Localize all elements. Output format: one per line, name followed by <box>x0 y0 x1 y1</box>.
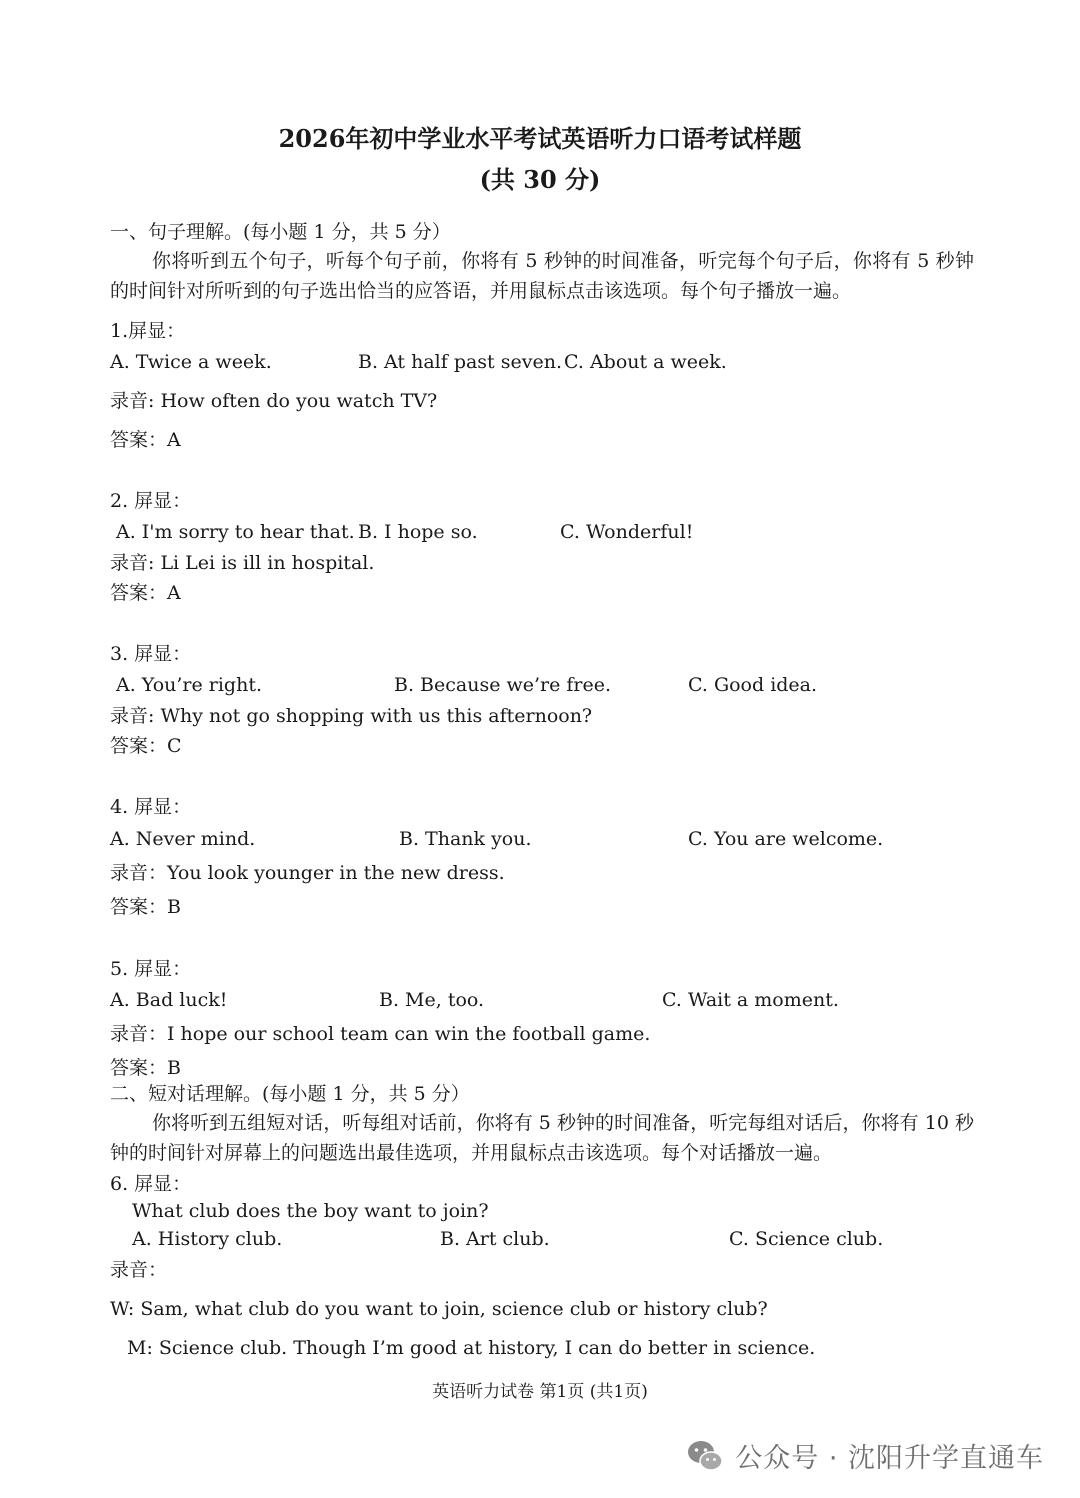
watermark-text: 公众号 · 沈阳升学直通车 <box>735 1442 1044 1474</box>
question-3-answer: 答案：C <box>110 735 182 757</box>
question-3-option-c: C. Good idea. <box>688 674 818 696</box>
question-3-audio: 录音: Why not go shopping with us this afternoon? <box>110 705 593 727</box>
question-1-label: 1.屏显： <box>110 320 186 342</box>
question-4-option-a: A. Never mind. <box>110 828 256 850</box>
question-6-audio-label: 录音： <box>110 1259 168 1281</box>
question-5-audio: 录音：I hope our school team can win the football game. <box>110 1023 651 1045</box>
question-4-option-c: C. You are welcome. <box>688 828 884 850</box>
dialogue-line-man: M: Science club. Though I’m good at history, I can do better in science. <box>127 1337 816 1359</box>
question-5-option-a: A. Bad luck! <box>110 989 228 1011</box>
page-footer: 英语听力试卷 第1页 (共1页) <box>432 1382 648 1402</box>
question-1-option-c: C. About a week. <box>564 351 727 373</box>
page-subtitle: (共 30 分) <box>479 165 601 194</box>
question-5-label: 5. 屏显： <box>110 958 192 980</box>
section-1-instructions: 你将听到五个句子，听每个句子前，你将有 5 秒钟的时间准备，听完每个句子后，你将有 5 秒钟的时间针对所听到的句子选出恰当的应答语，并用鼠标点击该选项。每个句子播放一遍。 <box>110 250 974 302</box>
question-4-label: 4. 屏显： <box>110 796 192 818</box>
section-1-heading: 一、句子理解。(每小题 1 分，共 5 分） <box>110 221 451 243</box>
question-4-option-b: B. Thank you. <box>399 828 532 850</box>
question-2-answer: 答案：A <box>110 582 181 604</box>
question-6-option-a: A. History club. <box>132 1228 283 1250</box>
section-2-instructions: 你将听到五组短对话，听每组对话前，你将有 5 秒钟的时间准备，听完每组对话后，你将有 10 秒钟的时间针对屏幕上的问题选出最佳选项，并用鼠标点击该选项。每个对话播放一遍。 <box>110 1112 974 1164</box>
page-title: 2026年初中学业水平考试英语听力口语考试样题 <box>278 124 802 153</box>
question-2-label: 2. 屏显： <box>110 490 192 512</box>
question-6-option-b: B. Art club. <box>440 1228 550 1250</box>
question-3-option-b: B. Because we’re free. <box>394 674 612 696</box>
question-1-option-a: A. Twice a week. <box>110 351 272 373</box>
question-2-option-a: A. I'm sorry to hear that. <box>116 521 355 543</box>
question-3-option-a: A. You’re right. <box>116 674 263 696</box>
section-2-heading: 二、短对话理解。(每小题 1 分，共 5 分） <box>110 1083 470 1105</box>
question-3-label: 3. 屏显： <box>110 643 192 665</box>
question-2-option-c: C. Wonderful! <box>560 521 694 543</box>
question-1-option-b: B. At half past seven. <box>358 351 562 373</box>
question-4-audio: 录音：You look younger in the new dress. <box>110 862 505 884</box>
dialogue-line-woman: W: Sam, what club do you want to join, science club or history club? <box>110 1298 768 1320</box>
question-2-audio: 录音: Li Lei is ill in hospital. <box>110 552 375 574</box>
question-5-option-c: C. Wait a moment. <box>662 989 839 1011</box>
question-5-option-b: B. Me, too. <box>379 989 485 1011</box>
watermark <box>685 1433 1044 1477</box>
wechat-icon <box>685 1435 725 1475</box>
question-6-option-c: C. Science club. <box>729 1228 884 1250</box>
question-2-option-b: B. I hope so. <box>358 521 478 543</box>
question-1-answer: 答案：A <box>110 429 181 451</box>
question-4-answer: 答案：B <box>110 896 181 918</box>
question-6-prompt: What club does the boy want to join? <box>132 1200 489 1222</box>
question-6-label: 6. 屏显： <box>110 1173 192 1195</box>
question-1-audio: 录音: How often do you watch TV? <box>110 390 438 412</box>
question-5-answer: 答案：B <box>110 1057 181 1079</box>
